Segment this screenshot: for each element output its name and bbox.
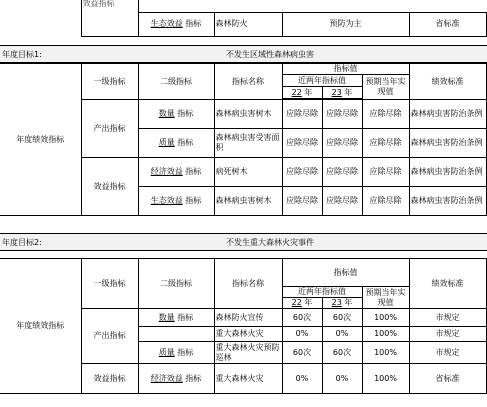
goal1-row4-expected: 应除尽除 — [362, 187, 409, 216]
goal1-row2-name: 森林病虫害受害面积 — [214, 129, 282, 158]
goal2-text: 不发生重大森林火灾事件 — [226, 238, 314, 247]
goal1-row1-sub: 数量 指标 — [138, 100, 214, 129]
goal1-row1-v2: 应除尽除 — [322, 100, 362, 129]
goal1-row4-v1: 应除尽除 — [282, 187, 322, 216]
goal2-hdr-name: 指标名称 — [214, 259, 282, 309]
goal1-row2-sub: 质量 指标 — [138, 129, 214, 158]
goal1-row2-expected: 应除尽除 — [362, 129, 409, 158]
goal2-row2-sub — [138, 327, 214, 342]
goal2-hdr-standard: 绩效标准 — [409, 259, 486, 309]
goal1-group-benefit: 效益指标 — [81, 158, 138, 216]
goal1-row3-standard: 森林病虫害防治条例 — [409, 158, 486, 187]
goal2-row1-name: 森林防火宣传 — [214, 309, 282, 327]
goal2-row1-expected: 100% — [362, 309, 409, 327]
goal2-bar — [0, 233, 487, 251]
goal1-group-output: 产出指标 — [81, 100, 138, 158]
goal2-row1-standard: 市规定 — [409, 309, 486, 327]
goal1-row3-v1: 应除尽除 — [282, 158, 322, 187]
goal2-hdr-level2: 二级指标 — [138, 259, 214, 309]
goal2-row3-v1: 60次 — [282, 342, 322, 364]
goal2-hdr-year2: 23 年 — [322, 298, 362, 309]
goal2-hdr-recent: 近两年指标值 — [282, 287, 362, 298]
goal1-row4-sub: 生态效益 指标 — [138, 187, 214, 216]
goal1-text: 不发生区域性森林病虫害 — [226, 50, 314, 59]
goal1-indicator-table — [0, 63, 487, 216]
goal2-group-benefit: 效益指标 — [81, 364, 138, 394]
fragment-blank — [0, 0, 81, 12]
top-fragment-table — [0, 0, 487, 37]
goal1-perf-label: 年度绩效指标 — [0, 64, 81, 216]
goal2-row3-standard: 市规定 — [409, 342, 486, 364]
goal1-hdr-standard: 绩效标准 — [409, 64, 486, 100]
goal2-hdr-expected: 预期当年实现值 — [362, 287, 409, 309]
goal1-row1-expected: 应除尽除 — [362, 100, 409, 129]
goal2-row4-v1: 0% — [282, 364, 322, 394]
goal1-row2-v2: 应除尽除 — [322, 129, 362, 158]
goal2-row4-v2: 0% — [322, 364, 362, 394]
goal1-row4-v2: 应除尽除 — [322, 187, 362, 216]
goal1-row2-standard: 森林病虫害防治条例 — [409, 129, 486, 158]
fragment-target-value: 预防为主 — [282, 12, 409, 36]
goal2-row1-v1: 60次 — [282, 309, 322, 327]
goal2-row4-expected: 100% — [362, 364, 409, 394]
goal1-hdr-name: 指标名称 — [214, 64, 282, 100]
goal2-hdr-value: 指标值 — [282, 259, 409, 287]
goal1-row1-v1: 应除尽除 — [282, 100, 322, 129]
goal2-hdr-year1: 22 年 — [282, 298, 322, 309]
goal1-bar — [0, 45, 487, 63]
goal2-row2-v1: 0% — [282, 327, 322, 342]
goal2-row3-name: 重大森林火灾预防巡林 — [214, 342, 282, 364]
goal2-row3-expected: 100% — [362, 342, 409, 364]
goal2-label: 年度目标2: — [2, 238, 42, 247]
goal2-indicator-table — [0, 258, 487, 394]
fragment-sub-indicator: 生态效益 指标 — [138, 12, 214, 36]
goal2-row4-name: 重大森林火灾 — [214, 364, 282, 394]
goal2-row3-v2: 60次 — [322, 342, 362, 364]
goal1-row1-standard: 森林病虫害防治条例 — [409, 100, 486, 129]
goal2-row2-expected: 100% — [362, 327, 409, 342]
goal2-row2-name: 重大森林火灾 — [214, 327, 282, 342]
goal2-hdr-level1: 一级指标 — [81, 259, 138, 309]
fragment-blank-2 — [0, 12, 81, 36]
goal1-hdr-recent: 近两年指标值 — [282, 75, 362, 87]
goal1-hdr-year2: 23 年 — [322, 87, 362, 99]
goal1-row3-name: 病死树木 — [214, 158, 282, 187]
goal2-group-output: 产出指标 — [81, 309, 138, 364]
goal1-row1-name: 森林病虫害树木 — [214, 100, 282, 129]
goal1-hdr-expected: 预期当年实现值 — [362, 75, 409, 100]
goal1-hdr-level1: 一级指标 — [81, 64, 138, 100]
goal1-row4-name: 森林病虫害树木 — [214, 187, 282, 216]
goal1-hdr-level2: 二级指标 — [138, 64, 214, 100]
goal1-row4-standard: 森林病虫害防治条例 — [409, 187, 486, 216]
goal1-row3-sub: 经济效益 指标 — [138, 158, 214, 187]
goal1-hdr-year1: 22 年 — [282, 87, 322, 99]
goal2-perf-label: 年度绩效指标 — [0, 259, 81, 394]
goal2-row4-standard: 省标准 — [409, 364, 486, 394]
goal1-label: 年度目标1: — [2, 50, 42, 59]
goal1-hdr-value: 指标值 — [282, 64, 409, 75]
goal2-row1-v2: 60次 — [322, 309, 362, 327]
goal1-row3-expected: 应除尽除 — [362, 158, 409, 187]
fragment-level1-label: 效益指标 — [81, 0, 138, 12]
goal2-row1-sub: 数量 指标 — [138, 309, 214, 327]
fragment-indicator-name: 森林防火 — [214, 12, 282, 36]
fragment-level1-cont — [81, 12, 138, 36]
goal2-row2-standard: 市规定 — [409, 327, 486, 342]
goal2-row3-sub: 质量 指标 — [138, 342, 214, 364]
goal1-row2-v1: 应除尽除 — [282, 129, 322, 158]
goal2-row4-sub: 经济效益 指标 — [138, 364, 214, 394]
goal1-row3-v2: 应除尽除 — [322, 158, 362, 187]
goal2-row2-v2: 0% — [322, 327, 362, 342]
fragment-standard: 省标准 — [409, 12, 486, 36]
